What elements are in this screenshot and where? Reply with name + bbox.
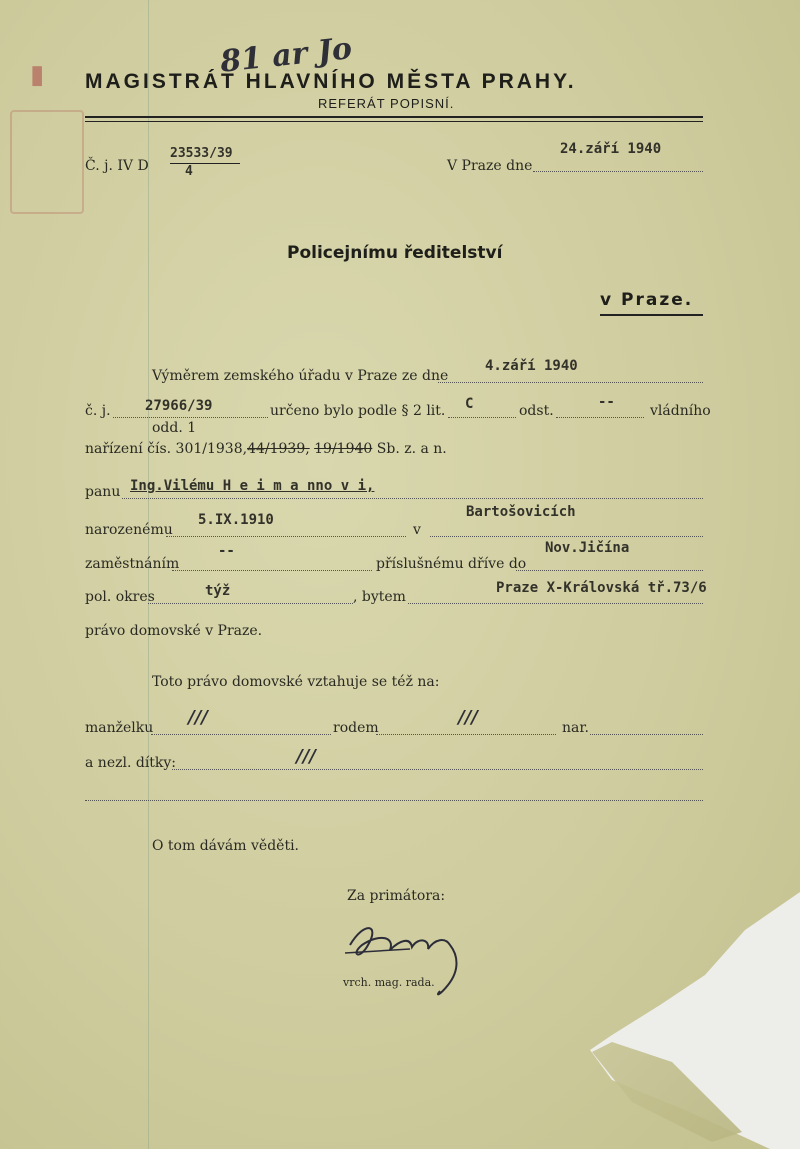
extends-label: Toto právo domovské vztahuje se též na: [152,674,440,690]
children-label: a nezl. dítky: [85,755,177,771]
reference-number-bottom: 4 [185,164,193,179]
reference-fraction-bar [170,163,240,164]
addressee-line-2: v Praze. [600,290,694,310]
children-line [172,769,703,770]
header-rule-bottom [85,121,703,122]
panu-line [122,498,703,499]
person-name: Ing.Vilému H e i m a nno v i, [130,478,375,494]
narizeni-text [85,441,447,457]
narizeni-struck-2: 19/1940 [314,441,373,457]
formerly-label: příslušnému dříve do [376,556,527,572]
issuer-subtitle: REFERÁT POPISNÍ. [318,96,455,111]
wife-value: /// [188,707,208,728]
job-value: -- [218,543,235,559]
vladniho-word: vládního [650,403,711,419]
cj-label: č. j. [85,403,111,419]
document-date: 24.září 1940 [560,141,662,157]
born-line [166,536,406,537]
formerly-line [516,570,703,571]
born-label: narozenému [85,522,173,538]
cj-value: 27966/39 [145,398,213,414]
former-domicile: Nov.Jičína [545,540,630,556]
district-value: týž [205,583,231,599]
job-label: zaměstnáním [85,556,180,572]
notify-text: O tom dávám věděti. [152,838,299,854]
issuer-title: MAGISTRÁT HLAVNÍHO MĚSTA PRAHY. [85,70,577,93]
determined-label: určeno bylo podle § 2 lit. [270,403,446,419]
v-label: v [413,522,421,538]
lit-line [448,417,516,418]
narizeni-struck-1: 44/1939, [247,441,310,457]
odst-label: odst. [519,403,554,419]
birth-date: 5.IX.1910 [198,512,274,528]
residence-label: , bytem [353,589,406,605]
faded-stamp-frame [10,110,84,214]
extra-line [85,800,703,801]
place-label: V Praze dne [447,158,533,174]
reference-label: Č. j. IV D [85,158,149,174]
wife-line [151,734,331,735]
residence-line [408,603,703,604]
wife-label: manželku [85,720,154,736]
odd-note: odd. 1 [152,420,197,436]
born-short-line [590,734,703,735]
odst-value: -- [598,394,615,410]
addressee-underline [600,314,703,316]
narizeni-prefix: nařízení čís. 301/1938, [85,441,248,457]
district-label: pol. okres [85,589,155,605]
panu-label: panu [85,484,121,500]
lit-value: C [465,396,474,412]
nee-label: rodem [333,720,379,736]
odst-line [556,417,644,418]
decree-date-line [438,382,703,383]
birthplace-line [430,536,703,537]
birthplace: Bartošovicích [466,504,576,520]
decree-date: 4.září 1940 [485,358,578,374]
narizeni-suffix: Sb. z. a n. [376,441,447,457]
children-value: /// [296,746,316,767]
signature-title: vrch. mag. rada. [343,976,435,989]
reference-number-top: 23533/39 [170,146,233,161]
decree-label: Výměrem zemského úřadu v Praze ze dne [152,368,449,384]
nee-value: /// [458,707,478,728]
header-rule-top [85,116,703,118]
handwritten-signature [340,915,480,1005]
handwritten-file-mark: 81 ar Jo [218,31,354,80]
cj-line [113,417,268,418]
addressee-line-1: Policejnímu ředitelství [287,243,503,263]
district-line [148,603,353,604]
faded-stamp-mark: ▮ [30,60,45,90]
for-mayor-label: Za primátora: [347,888,446,904]
job-line [172,570,372,571]
nee-line [376,734,556,735]
right-of-domicile: právo domovské v Praze. [85,623,263,639]
born-short-label: nar. [562,720,589,736]
residence-address: Praze X-Královská tř.73/6 [496,580,707,596]
date-dotted-line [533,171,703,172]
